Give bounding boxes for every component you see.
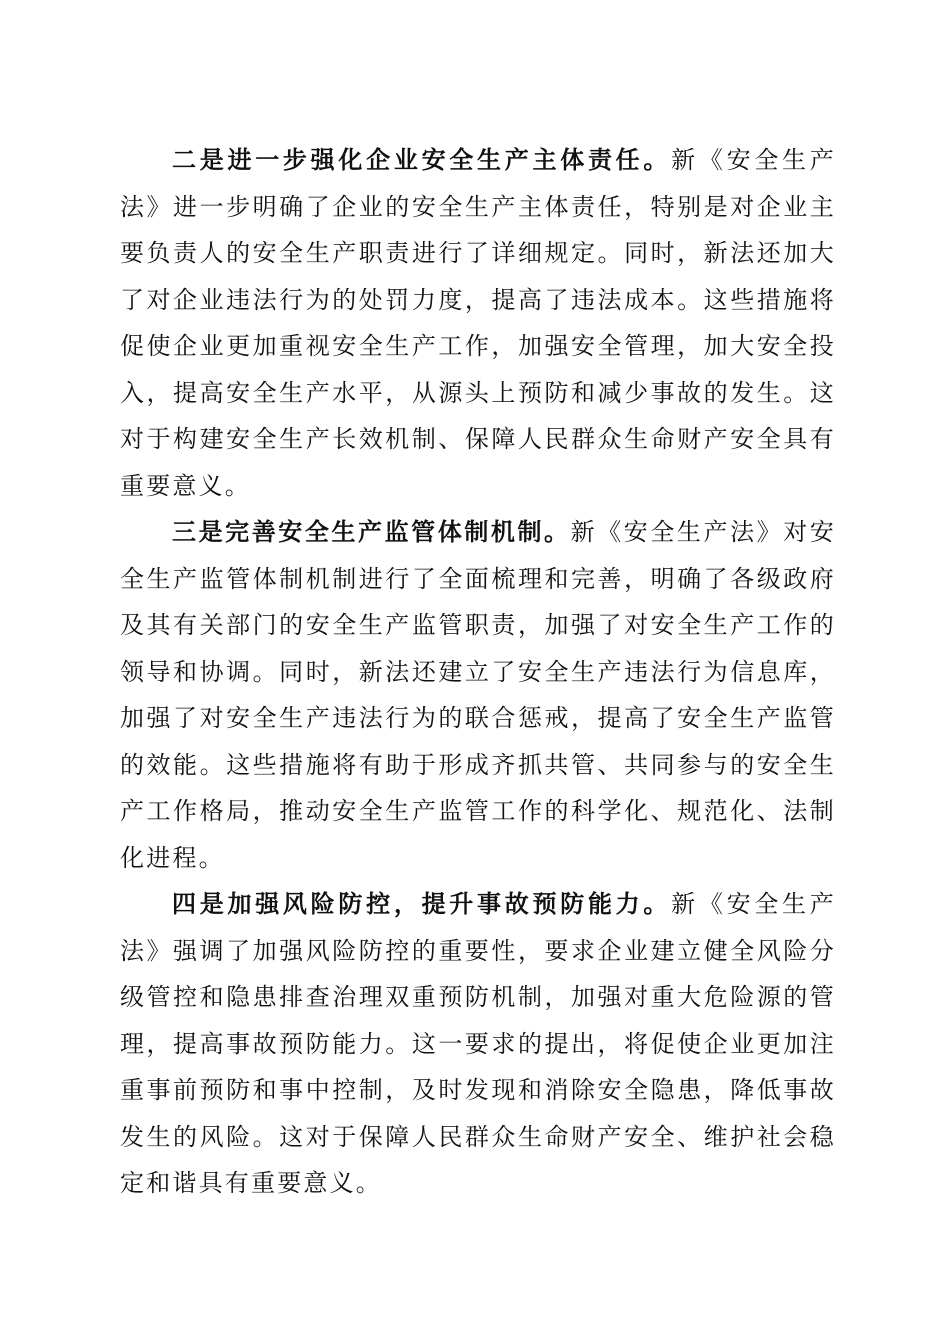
paragraph-3 — [120, 509, 836, 881]
paragraph-heading: 二是进一步强化企业安全生产主体责任。 — [172, 145, 672, 174]
paragraph-text: 新《安全生产法》对安全生产监管体制机制进行了全面梳理和完善，明确了各级政府及其有关部门的安全生产监管职责，加强了对安全生产工作的领导和协调。同时，新法还建立了安全生产违法行为信息库，加强了对安全生产违法行为的联合惩戒，提高了安全生产监管的效能。这些措施将有助于形成齐抓共管、共同参与的安全生产工作格局，推动安全生产监管工作的科学化、规范化、法制化进程。 — [120, 518, 836, 872]
paragraph-4 — [120, 881, 836, 1207]
document-body — [120, 137, 836, 1207]
paragraph-heading: 三是完善安全生产监管体制机制。 — [172, 517, 571, 546]
paragraph-text: 新《安全生产法》强调了加强风险防控的重要性，要求企业建立健全风险分级管控和隐患排查治理双重预防机制，加强对重大危险源的管理，提高事故预防能力。这一要求的提出，将促使企业更加注重事前预防和事中控制，及时发现和消除安全隐患，降低事故发生的风险。这对于保障人民群众生命财产安全、维护社会稳定和谐具有重要意义。 — [120, 890, 836, 1197]
paragraph-2 — [120, 137, 836, 509]
paragraph-text: 新《安全生产法》进一步明确了企业的安全生产主体责任，特别是对企业主要负责人的安全生产职责进行了详细规定。同时，新法还加大了对企业违法行为的处罚力度，提高了违法成本。这些措施将促使企业更加重视安全生产工作，加强安全管理，加大安全投入，提高安全生产水平，从源头上预防和减少事故的发生。这对于构建安全生产长效机制、保障人民群众生命财产安全具有重要意义。 — [120, 146, 836, 500]
paragraph-heading: 四是加强风险防控，提升事故预防能力。 — [172, 889, 672, 918]
